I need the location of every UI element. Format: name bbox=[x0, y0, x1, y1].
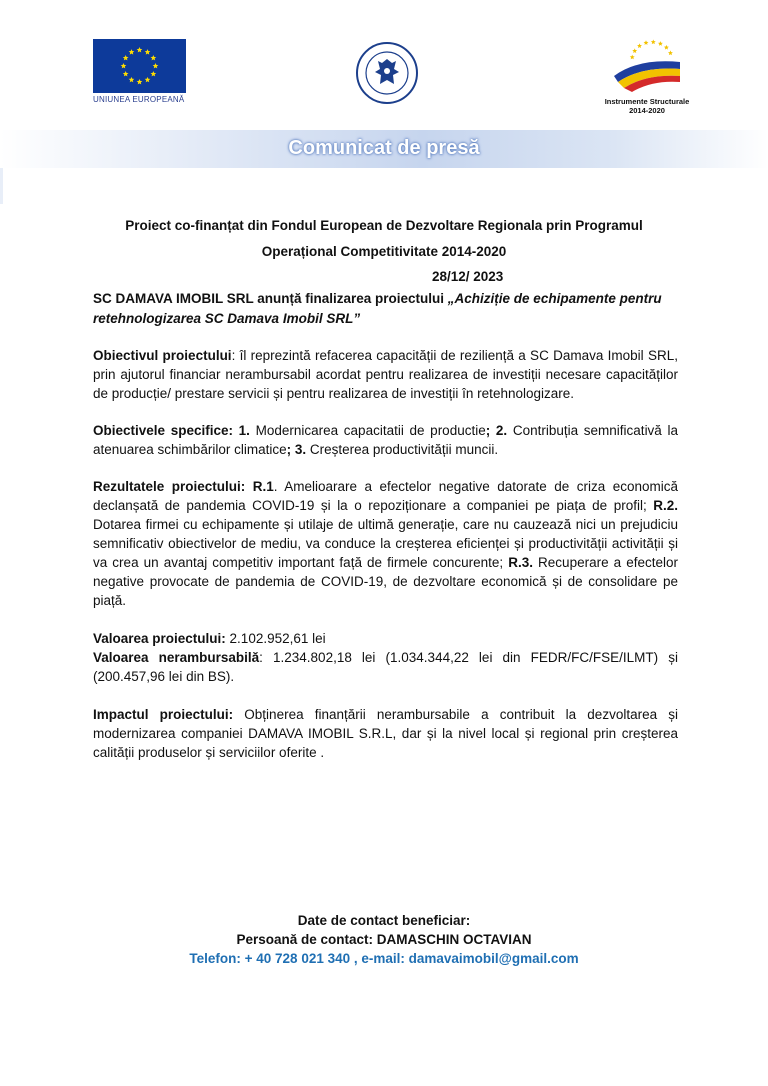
objective-text: : îl reprezintă refacerea capacității de reziliență a SC Damava Imobil SRL, prin ajutorul financiar nerambursabil acordat pentru realizarea de investiții necesare capacităților de producție/ prestare servicii și pentru realizarea de investiții în retehnologizare. bbox=[93, 348, 678, 401]
specific-number-3: ; 3. bbox=[286, 442, 307, 457]
star-icon bbox=[637, 43, 642, 48]
specific-objectives-paragraph bbox=[93, 421, 678, 459]
star-icon bbox=[668, 50, 673, 55]
star-icon bbox=[129, 49, 135, 54]
structural-instruments-logo bbox=[608, 36, 686, 92]
nonref-label: Valoarea nerambursabilă bbox=[93, 650, 260, 665]
funding-line-1: Proiect co-finanțat din Fondul European de Dezvoltare Regionala prin Programul bbox=[125, 218, 643, 233]
star-icon bbox=[123, 55, 129, 60]
specific-text-1: Modernicarea capacitatii de productie bbox=[249, 423, 486, 438]
objective-label: Obiectivul proiectului bbox=[93, 348, 232, 363]
star-icon bbox=[658, 41, 663, 46]
contact-heading: Date de contact beneficiar: bbox=[297, 913, 471, 928]
star-icon bbox=[145, 77, 151, 82]
eu-flag-logo bbox=[93, 39, 186, 93]
is-caption-line2: 2014-2020 bbox=[629, 106, 665, 115]
impact-text: Obținerea finanțării nerambursabile a contribuit la dezvoltarea și modernizarea companiei DAMAVA IMOBIL S.R.L, dar și la nivel local și regional prin creșterea calității produselor și serviciilor oferite . bbox=[93, 707, 678, 760]
impact-paragraph bbox=[93, 705, 678, 762]
project-value bbox=[93, 629, 678, 648]
banner-title: Comunicat de presă bbox=[288, 137, 480, 159]
result-2-text: Dotarea firmei cu echipamente și utilaje de ultimă generație, care nu cauzează nici un prejudiciu semnificativ obiectivelor de mediu, va conduce la creșterea eficienței și productivității activității și va crea un avantaj competitiv important față de firmele concurente; bbox=[93, 517, 678, 570]
star-icon bbox=[151, 71, 157, 76]
gov-seal-icon bbox=[356, 42, 418, 104]
eu-stars-icon bbox=[93, 39, 186, 93]
contact-person: Persoană de contact: DAMASCHIN OCTAVIAN bbox=[236, 932, 532, 947]
is-logo-icon bbox=[608, 36, 686, 92]
is-caption bbox=[586, 97, 708, 115]
value-amount: 2.102.952,61 lei bbox=[225, 631, 326, 646]
star-icon bbox=[651, 39, 656, 44]
result-3-label: R.3. bbox=[508, 555, 533, 570]
nonrefundable-value bbox=[93, 648, 678, 686]
is-caption-line1: Instrumente Structurale bbox=[604, 97, 690, 106]
star-icon bbox=[137, 47, 143, 52]
result-2-label: R.2. bbox=[653, 498, 678, 513]
result-3-text: Recuperare a efectelor negative provocate de pandemia de COVID-19, de dezvoltare economică și de consolidare pe piață. bbox=[93, 555, 678, 608]
results-label: Rezultatele proiectului: bbox=[93, 479, 246, 494]
results-paragraph bbox=[93, 477, 678, 610]
star-icon bbox=[137, 79, 143, 84]
specific-text-3: Creșterea productivității muncii. bbox=[306, 442, 499, 457]
project-title: „Achiziție de echipamente pentru retehnologizarea SC Damava Imobil SRL” bbox=[93, 291, 662, 326]
specific-label: Obiectivele specifice: bbox=[93, 423, 233, 438]
announcement bbox=[93, 289, 678, 329]
star-icon bbox=[664, 45, 669, 50]
announce-prefix: SC DAMAVA IMOBIL SRL anunță finalizarea proiectului bbox=[93, 291, 448, 306]
star-icon bbox=[644, 40, 649, 45]
star-icon bbox=[129, 77, 135, 82]
impact-label: Impactul proiectului: bbox=[93, 707, 234, 722]
left-edge-decoration bbox=[0, 168, 3, 204]
funding-line-2: Operațional Competitivitate 2014-2020 bbox=[261, 244, 507, 259]
star-icon bbox=[630, 55, 635, 60]
star-icon bbox=[153, 63, 159, 68]
value-label: Valoarea proiectului: bbox=[93, 631, 226, 646]
star-icon bbox=[123, 71, 129, 76]
star-icon bbox=[121, 63, 127, 68]
nonref-amount: : 1.234.802,18 lei (1.034.344,22 lei din FEDR/FC/FSE/ILMT) și (200.457,96 lei din BS). bbox=[93, 650, 678, 684]
specific-number-2: ; 2. bbox=[485, 423, 508, 438]
result-1-text: . Amelioarare a efectelor negative datorate de criza economică declanșată de pandemia COVID-19 și la o repoziționare a companiei pe piața de profil; bbox=[93, 479, 678, 513]
specific-text-2: Contribuția semnificativă la atenuarea schimbărilor climatice bbox=[93, 423, 678, 457]
objective-paragraph bbox=[93, 346, 678, 403]
star-icon bbox=[151, 55, 157, 60]
contact-phone-email[interactable]: Telefon: + 40 728 021 340 , e-mail: damavaimobil@gmail.com bbox=[189, 951, 579, 966]
release-date: 28/12/ 2023 bbox=[432, 269, 504, 284]
star-icon bbox=[145, 49, 151, 54]
eu-caption: UNIUNEA EUROPEANĂ bbox=[93, 95, 185, 104]
romanian-government-seal bbox=[356, 42, 418, 104]
result-1-label: R.1 bbox=[245, 479, 274, 494]
specific-number-1: 1. bbox=[232, 423, 250, 438]
star-icon bbox=[632, 48, 637, 53]
